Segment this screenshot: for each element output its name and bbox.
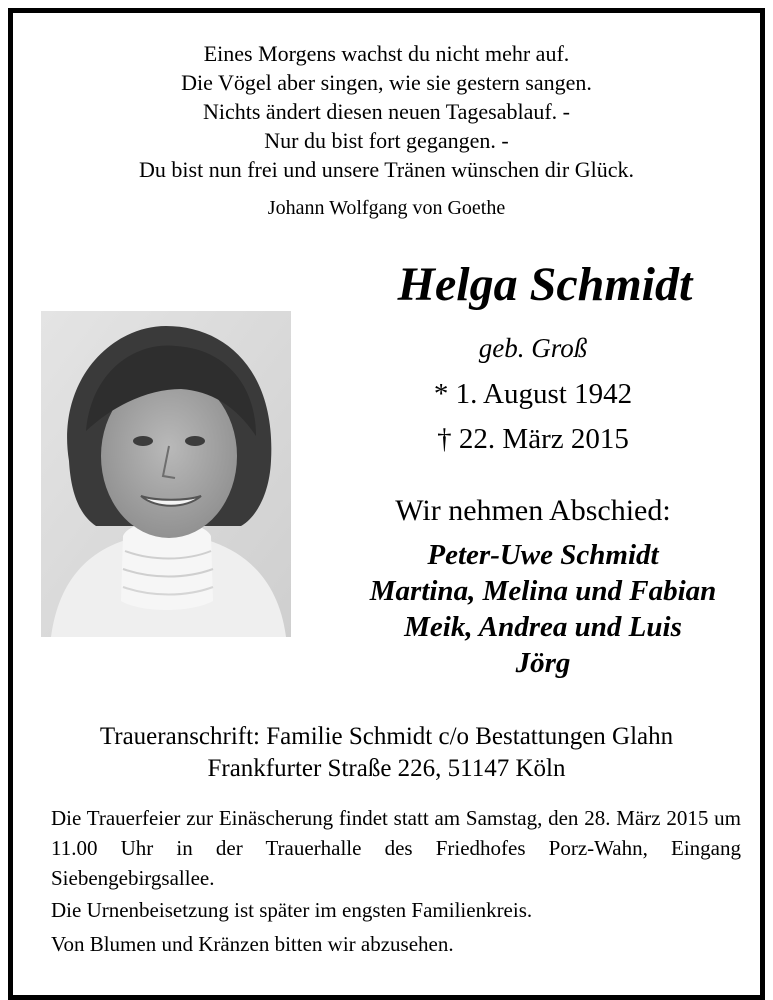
flowers-text: Von Blumen und Kränzen bitten wir abzusehen. — [51, 932, 454, 956]
mourner-line: Jörg — [515, 647, 571, 679]
mourner-line: Peter-Uwe Schmidt — [427, 539, 659, 571]
deceased-name: Helga Schmidt — [397, 258, 693, 311]
ceremony-text: Die Trauerfeier zur Einäscherung findet statt am Samstag, den 28. März 2015 um 11.00 Uhr in der Trauerhalle des Friedhofes Porz-Wahn, Eingang Siebengebirgsallee. — [51, 806, 741, 890]
poem-line: Nichts ändert diesen neuen Tagesablauf. - — [202, 99, 571, 124]
poem-line: Du bist nun frei und unsere Tränen wünschen dir Glück. — [139, 157, 634, 182]
farewell-heading: Wir nehmen Abschied: — [395, 494, 671, 527]
urn-text: Die Urnenbeisetzung ist später im engsten Familienkreis. — [51, 898, 533, 922]
mourner-line: Martina, Melina und Fabian — [369, 575, 717, 607]
mourners-list — [333, 537, 753, 681]
poem-line: Die Vögel aber singen, wie sie gestern sangen. — [181, 70, 592, 95]
poem — [13, 39, 760, 184]
portrait-image — [41, 311, 291, 637]
poem-line: Eines Morgens wachst du nicht mehr auf. — [203, 41, 570, 66]
address-line-1: Traueranschrift: Familie Schmidt c/o Bestattungen Glahn — [99, 723, 674, 750]
address-line-2: Frankfurter Straße 226, 51147 Köln — [207, 755, 566, 782]
obituary-notice — [8, 8, 765, 1000]
birth-date: * 1. August 1942 — [433, 378, 633, 410]
mourner-line: Meik, Andrea und Luis — [404, 611, 682, 643]
maiden-name: geb. Groß — [478, 333, 588, 363]
ceremony-notes — [51, 803, 741, 959]
mourning-address — [13, 721, 760, 785]
poem-author: Johann Wolfgang von Goethe — [267, 197, 506, 219]
portrait-photo — [41, 311, 291, 637]
poem-line: Nur du bist fort gegangen. - — [264, 128, 509, 153]
death-date: † 22. März 2015 — [437, 423, 629, 455]
